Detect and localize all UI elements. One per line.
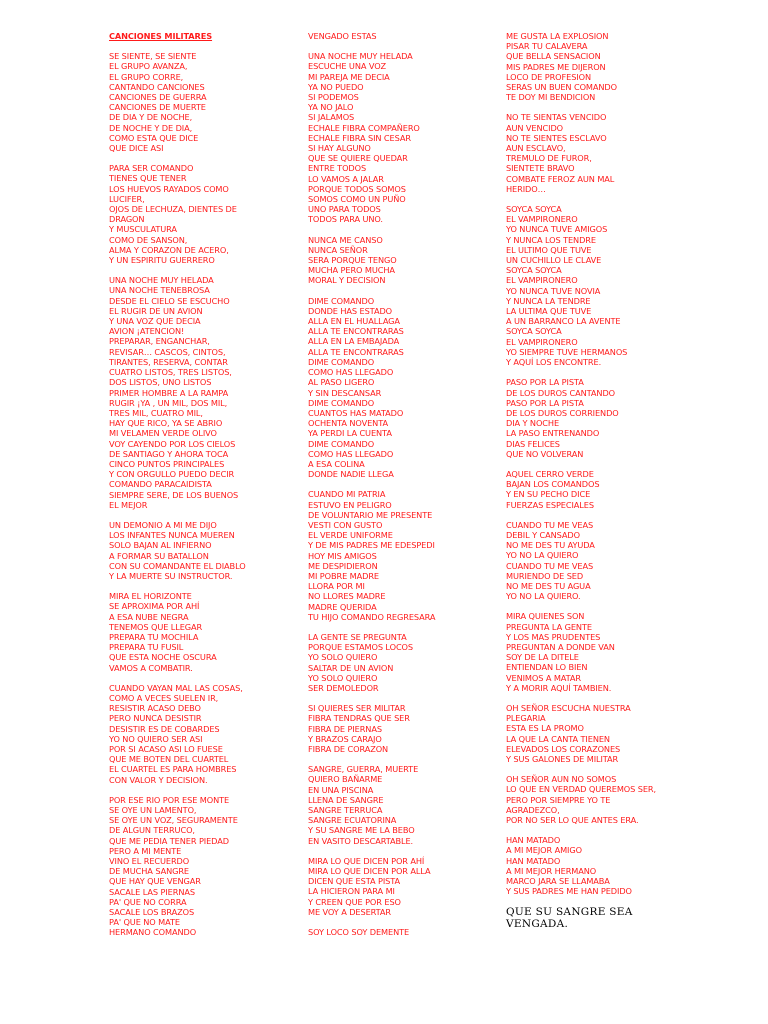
lyric-line: TIRANTES, RESERVA, CONTAR	[109, 356, 228, 367]
stanza	[506, 112, 726, 194]
lyric-line: VAMOS A COMBATIR.	[109, 662, 193, 673]
stanza	[308, 703, 498, 754]
lyric-line: PREGUNTA LA GENTE	[506, 621, 592, 632]
column-1	[109, 31, 299, 948]
lyric-line: SOY LOCO SOY DEMENTE	[308, 927, 410, 938]
stanza	[109, 520, 299, 581]
lyric-line: RESISTIR ACASO DEBO	[109, 703, 201, 714]
lyric-line: LOCO DE PROFESION	[506, 71, 591, 82]
lyric-line: CUANDO TU ME VEAS	[506, 519, 594, 530]
lyric-line: Y CON ORGULLO PUEDO DECIR	[109, 469, 235, 480]
lyric-line: LA HICIERON PARA MI	[308, 886, 395, 897]
lyric-line: MORAL Y DECISION	[308, 275, 386, 286]
lyric-line: SI QUIERES SER MILITAR	[308, 703, 406, 714]
lyric-line: DE DIA Y DE NOCHE,	[109, 112, 193, 123]
lyric-line: YO NO LA QUIERO.	[506, 591, 581, 602]
lyric-line: SOYCA SOYCA	[506, 326, 562, 337]
lyric-line: A UN BARRANCO LA AVENTE	[506, 316, 621, 327]
lyric-line: NO LLORES MADRE	[308, 591, 386, 602]
lyric-line: CUANDO MI PATRIA	[308, 489, 386, 500]
lyric-line: ALLA TE ENCONTRARAS	[308, 346, 404, 357]
lyric-line: EL VAMPIRONERO	[506, 214, 578, 225]
lyric-line: POR NO SER LO QUE ANTES ERA.	[506, 815, 639, 826]
closing-text	[506, 906, 726, 930]
lyric-line: FUERZAS ESPECIALES	[506, 499, 594, 510]
lyric-line: Y SIN DESCANSAR	[308, 387, 382, 398]
lyric-line: PERO NUNCA DESISTIR	[109, 713, 202, 724]
lyric-line: AL PASO LIGERO	[308, 377, 375, 388]
stanza	[506, 377, 726, 459]
lyric-line: DESISTIR ES DE COBARDES	[109, 723, 220, 734]
stanza	[109, 795, 299, 938]
stanza	[308, 489, 498, 622]
lyric-line: BAJAN LOS COMANDOS	[506, 479, 600, 490]
lyric-line: DE VOLUNTARIO ME PRESENTE	[308, 509, 433, 520]
lyric-line: MARCO JARA SE LLAMABA	[506, 876, 610, 887]
lyric-line: ENTRE TODOS	[308, 163, 367, 174]
lyric-line: VENIMOS A MATAR	[506, 672, 582, 683]
lyric-line: Y NUNCA LA TENDRE	[506, 295, 591, 306]
lyric-line: MIRA LO QUE DICEN POR AHÍ	[308, 855, 425, 866]
lyric-line: CANTANDO CANCIONES	[109, 81, 205, 92]
stanza	[506, 469, 726, 510]
lyric-line: Y EN SU PECHO DICE	[506, 489, 591, 500]
lyric-line: HAY QUE RICO, YA SE ABRIO	[109, 418, 223, 429]
lyric-line: PARA SER COMANDO	[109, 163, 194, 174]
lyric-line: AUN ESCLAVO,	[506, 143, 566, 154]
lyric-line: Y SUS GALONES DE MILITAR	[506, 754, 619, 764]
lyric-line: QUE BELLA SENSACION	[506, 51, 601, 62]
lyric-line: ALLA TE ENCONTRARAS	[308, 326, 404, 337]
lyric-line: QUE SE QUIERE QUEDAR	[308, 153, 408, 164]
lyric-line: EN UNA PISCINA	[308, 784, 374, 795]
lyric-line: PERO POR SIEMPRE YO TE	[506, 794, 611, 805]
lyric-line: AVION ¡ATENCION!	[109, 326, 185, 337]
lyric-line: MIRA EL HORIZONTE	[109, 591, 192, 602]
lyric-line: ESCUCHE UNA VOZ	[308, 61, 387, 72]
lyric-line: YO SOLO QUIERO	[308, 652, 378, 663]
lyric-line: MIS PADRES ME DIJERON	[506, 61, 606, 72]
lyric-line: FIBRA DE PIERNAS	[308, 723, 382, 734]
lyric-line: PORQUE TODOS SOMOS	[308, 183, 406, 194]
lyric-line: QUE ESTA NOCHE OSCURA	[109, 652, 217, 663]
lyric-line: UNA NOCHE MUY HELADA	[308, 51, 413, 62]
lyric-line: SOLO BAJAN AL INFIERNO	[109, 540, 212, 551]
lyric-line: AUN VENCIDO	[506, 122, 564, 133]
lyric-line: LA ULTIMA QUE TUVE	[506, 306, 592, 317]
lyric-line: UNO PARA TODOS	[308, 204, 381, 215]
lyric-line: PASO POR LA PISTA	[506, 397, 584, 408]
lyric-line: AGRADEZCO,	[506, 804, 560, 815]
lyric-line: OCHENTA NOVENTA	[308, 418, 388, 429]
lyric-line: ME VOY A DESERTAR	[308, 906, 391, 917]
lyric-line: Y A MORIR AQUÍ TAMBIEN.	[506, 682, 612, 693]
lyric-line: SI HAY ALGUNO	[308, 143, 371, 154]
lyric-line: YO SOLO QUIERO	[308, 672, 378, 683]
lyric-line: COMO HAS LLEGADO	[308, 367, 394, 378]
lyric-line: MI PAREJA ME DECIA	[308, 71, 390, 82]
lyric-line: MUCHA PERO MUCHA	[308, 265, 395, 276]
lyric-line: LO QUE EN VERDAD QUEREMOS SER,	[506, 784, 657, 795]
lyric-line: HERMANO COMANDO	[109, 927, 197, 938]
lyric-line: NUNCA SEÑOR	[308, 244, 368, 255]
stanza	[308, 764, 498, 846]
lyric-line: LLENA DE SANGRE	[308, 794, 384, 805]
lyric-line: PA' QUE NO MATE	[109, 917, 180, 928]
lyric-line: SI JALAMOS	[308, 112, 355, 123]
lyric-line: SOY DE LA DITELE	[506, 652, 579, 663]
lyric-line: MIRA LO QUE DICEN POR ALLA	[308, 866, 431, 877]
lyric-line: DEBIL Y CANSADO	[506, 529, 580, 540]
lyric-line: SANGRE TERRUCA	[308, 805, 383, 816]
lyric-line: COMO A VECES SUELEN IR,	[109, 692, 219, 703]
lyric-line: PERO A MI MENTE	[109, 845, 182, 856]
lyric-line: QUE HAY QUE VENGAR	[109, 876, 201, 887]
lyric-line: PREGUNTAN A DONDE VAN	[506, 641, 615, 652]
lyric-line: TREMULO DE FUROR,	[506, 153, 592, 164]
lyric-line: DIME COMANDO	[308, 438, 375, 449]
stanza	[506, 774, 726, 825]
lyric-line: Y LA MUERTE SU INSTRUCTOR.	[109, 570, 233, 581]
stanza	[308, 235, 498, 286]
lyric-line: DIME COMANDO	[308, 397, 375, 408]
lyric-line: TU HIJO COMANDO REGRESARA	[308, 611, 436, 622]
lyric-line: VOY CAYENDO POR LOS CIELOS	[109, 438, 236, 449]
lyric-line: TODOS PARA UNO.	[308, 214, 383, 225]
lyric-line: SE OYE UN LAMENTO,	[109, 805, 197, 816]
lyric-line: SIEMPRE SERE, DE LOS BUENOS	[109, 489, 239, 500]
lyric-line: CINCO PUNTOS PRINCIPALES	[109, 458, 225, 469]
lyric-line: QUE NO VOLVERAN	[506, 448, 584, 459]
lyric-line: ALLA EN LA EMBAJADA	[308, 336, 400, 347]
lyric-line: Y MUSCULATURA	[109, 224, 177, 235]
lyric-line: ENTIENDAN LO BIEN	[506, 662, 588, 673]
lyric-line: ECHALE FIBRA SIN CESAR	[308, 132, 411, 143]
lyric-line: ESTUVO EN PELIGRO	[308, 499, 392, 510]
lyric-line: VESTI CON GUSTO	[308, 519, 383, 530]
lyric-line: UNA NOCHE TENEBROSA	[109, 285, 210, 296]
lyric-line: NO TE SIENTAS VENCIDO	[506, 112, 607, 123]
lyric-line: YO NO LA QUIERO	[506, 550, 579, 561]
lyric-line: LOS INFANTES NUNCA MUEREN	[109, 530, 235, 541]
lyric-line: VENGADO ESTAS	[308, 31, 377, 41]
lyric-line: PREPARA TU FUSIL	[109, 642, 184, 653]
stanza	[109, 51, 299, 153]
lyric-line: OJOS DE LECHUZA, DIENTES DE	[109, 204, 237, 215]
lyric-line: CUANDO TU ME VEAS	[506, 560, 594, 571]
lyric-line: TE DOY MI BENDICION	[506, 92, 596, 103]
lyric-line: ALLA EN EL HUALLAGA	[308, 316, 400, 327]
lyric-line: LUCIFER,	[109, 193, 145, 204]
lyric-line: TENEMOS QUE LLEGAR	[109, 621, 203, 632]
lyric-line: Y SU SANGRE ME LA BEBO	[308, 825, 415, 836]
lyric-line: YO NUNCA TUVE NOVIA	[506, 285, 601, 296]
lyric-line: MURIENDO DE SED	[506, 570, 584, 581]
stanza	[506, 703, 726, 764]
lyric-line: QUE ME PEDIA TENER PIEDAD	[109, 835, 229, 846]
lyric-line: PA' QUE NO CORRA	[109, 896, 187, 907]
lyric-line: REVISAR… CASCOS, CINTOS,	[109, 346, 226, 357]
lyric-line: PREPARA TU MOCHILA	[109, 631, 199, 642]
lyric-line: Y NUNCA LOS TENDRE	[506, 234, 596, 245]
lyric-line: NO TE SIENTES ESCLAVO	[506, 132, 607, 143]
lyric-line: Y BRAZOS CARAJO	[308, 733, 382, 744]
stanza	[506, 204, 726, 367]
lyric-line: SI PODEMOS	[308, 92, 359, 103]
lyric-line: LA GENTE SE PREGUNTA	[308, 631, 407, 642]
lyric-line: ESTA ES LA PROMO	[506, 723, 584, 734]
lyric-line: SALTAR DE UN AVION	[308, 662, 394, 673]
lyric-line: Y AQUÍ LOS ENCONTRE.	[506, 357, 602, 368]
lyric-line: A MI MEJOR HERMANO	[506, 865, 597, 876]
lyric-line: PREPARAR, ENGANCHAR,	[109, 336, 210, 347]
lyric-line: FIBRA DE CORAZON	[308, 744, 389, 754]
lyric-line: QUE DICE ASI	[109, 143, 164, 154]
stanza	[308, 856, 498, 917]
lyric-line: ECHALE FIBRA COMPAÑERO	[308, 122, 420, 133]
lyric-line: POR SI ACASO ASI LO FUESE	[109, 744, 223, 754]
lyric-line: A FORMAR SU BATALLON	[109, 550, 209, 561]
lyric-line: AQUEL CERRO VERDE	[506, 468, 594, 479]
document-title: CANCIONES MILITARES	[109, 31, 213, 41]
lyric-line: A MI MEJOR AMIGO	[506, 845, 582, 856]
lyric-line: PRIMER HOMBRE A LA RAMPA	[109, 387, 229, 398]
column-3	[506, 31, 726, 930]
lyric-line: SANGRE, GUERRA, MUERTE	[308, 764, 419, 775]
lyric-line: PLEGARIA	[506, 713, 546, 724]
lyric-line: DE NOCHE Y DE DIA,	[109, 122, 193, 133]
lyric-line: YA NO JALO	[308, 102, 354, 113]
lyric-line: YA PERDI LA CUENTA	[308, 428, 392, 439]
lyric-line: HAN MATADO	[506, 855, 561, 866]
closing-line: VENGADA.	[506, 918, 569, 931]
lyric-line: OH SEÑOR ESCUCHA NUESTRA	[506, 702, 631, 713]
lyric-line: SANGRE ECUATORINA	[308, 815, 397, 826]
lyric-line: EL VAMPIRONERO	[506, 275, 578, 286]
lyric-line: Y UN ESPIRITU GUERRERO	[109, 255, 215, 266]
lyric-line: DONDE HAS ESTADO	[308, 305, 392, 316]
lyric-line: DIME COMANDO	[308, 295, 375, 306]
lyric-line: UN CUCHILLO LE CLAVE	[506, 255, 602, 266]
stanza	[506, 31, 726, 102]
lyric-line: LOS HUEVOS RAYADOS COMO	[109, 183, 229, 194]
lyric-line: Y UNA VOZ QUE DECIA	[109, 316, 201, 327]
stanza	[308, 632, 498, 693]
lyric-line: EL MEJOR	[109, 499, 148, 510]
stanza	[109, 275, 299, 510]
lyric-line: COMO HAS LLEGADO	[308, 448, 394, 459]
lyric-line: CANCIONES DE MUERTE	[109, 102, 206, 113]
lyric-line: UNA NOCHE MUY HELADA	[109, 275, 214, 286]
lyric-line: YO NUNCA TUVE AMIGOS	[506, 224, 608, 235]
lyric-line: SIENTETE BRAVO	[506, 163, 575, 174]
lyric-line: PISAR TU CALAVERA	[506, 41, 588, 52]
lyric-line: TIENES QUE TENER	[109, 173, 187, 184]
lyric-line: DOS LISTOS, UNO LISTOS	[109, 377, 212, 388]
lyric-line: CUANDO VAYAN MAL LAS COSAS,	[109, 682, 243, 693]
lyric-line: EL CUARTEL ES PARA HOMBRES	[109, 764, 237, 775]
lyric-line: ALMA Y CORAZON DE ACERO,	[109, 244, 229, 255]
lyric-line: NO ME DES TU AGUA	[506, 580, 591, 591]
lyric-line: CANCIONES DE GUERRA	[109, 92, 207, 103]
lyric-line: NO ME DES TU AYUDA	[506, 540, 595, 551]
lyric-line: A ESA NUBE NEGRA	[109, 611, 189, 622]
column-3-stanzas	[506, 31, 726, 896]
closing-line: QUE SU SANGRE SEA	[506, 906, 633, 919]
stanza	[308, 296, 498, 480]
lyric-line: CUATRO LISTOS, TRES LISTOS,	[109, 367, 232, 378]
column-2	[308, 31, 498, 947]
lyric-line: DONDE NADIE LLEGA	[308, 469, 394, 480]
stanza	[308, 927, 498, 937]
stanza	[109, 591, 299, 673]
lyric-line: DICEN QUE ESTA PISTA	[308, 876, 401, 887]
lyric-line: DIAS FELICES	[506, 438, 560, 449]
stanza	[308, 31, 498, 41]
lyric-line: SERA PORQUE TENGO	[308, 255, 397, 266]
lyric-line: MI POBRE MADRE	[308, 570, 379, 581]
lyric-line: FIBRA TENDRAS QUE SER	[308, 713, 410, 724]
stanza	[308, 51, 498, 224]
lyric-line: EL RUGIR DE UN AVION	[109, 305, 203, 316]
lyric-line: DRAGON	[109, 214, 145, 225]
lyric-line: PORQUE ESTAMOS LOCOS	[308, 642, 413, 653]
stanza	[109, 163, 299, 265]
lyric-line: COMO ESTA QUE DICE	[109, 132, 199, 143]
lyric-line: Y CREEN QUE POR ESO	[308, 896, 401, 907]
lyric-line: SOMOS COMO UN PUÑO	[308, 194, 406, 205]
lyric-line: PASO POR LA PISTA	[506, 377, 584, 388]
lyric-line: DIA Y NOCHE	[506, 418, 560, 429]
lyric-line: OH SEÑOR AUN NO SOMOS	[506, 774, 617, 785]
lyric-line: MADRE QUERIDA	[308, 601, 377, 612]
lyric-line: EL GRUPO AVANZA,	[109, 61, 188, 72]
lyric-line: CON SU COMANDANTE EL DIABLO	[109, 560, 246, 571]
lyric-line: Y LOS MAS PRUDENTES	[506, 631, 601, 642]
lyric-line: UN DEMONIO A MI ME DIJO	[109, 519, 217, 530]
lyric-line: DE SANTIAGO Y AHORA TOCA	[109, 448, 229, 459]
lyric-line: SACALE LOS BRAZOS	[109, 907, 195, 918]
lyric-line: HOY MIS AMIGOS	[308, 550, 377, 561]
stanza	[109, 683, 299, 785]
lyric-line: SERAS UN BUEN COMANDO	[506, 82, 617, 93]
lyric-line: HERIDO…	[506, 183, 546, 194]
lyric-line: QUE ME BOTEN DEL CUARTEL	[109, 754, 229, 765]
lyric-line: QUIERO BAÑARME	[308, 774, 383, 785]
lyric-line: SOYCA SOYCA	[506, 265, 562, 276]
lyric-line: EL ULTIMO QUE TUVE	[506, 244, 592, 255]
lyric-line: Y SUS PADRES ME HAN PEDIDO	[506, 886, 632, 897]
lyric-line: DE MUCHA SANGRE	[109, 866, 189, 877]
lyric-line: A ESA COLINA	[308, 458, 365, 469]
lyric-line: TRES MIL, CUATRO MIL,	[109, 407, 203, 418]
lyric-line: SER DEMOLEDOR	[308, 682, 379, 693]
lyric-line: MI VELAMEN VERDE OLIVO	[109, 428, 217, 439]
lyric-line: CON VALOR Y DECISION.	[109, 774, 208, 785]
lyric-line: ELEVADOS LOS CORAZONES	[506, 743, 621, 754]
lyric-line: EL VERDE UNIFORME	[308, 530, 393, 541]
lyric-line: YO SIEMPRE TUVE HERMANOS	[506, 346, 628, 357]
lyric-line: Y DE MIS PADRES ME EDESPEDI	[308, 540, 435, 551]
lyric-line: NUNCA ME CANSO	[308, 234, 383, 245]
lyric-line: LA QUE LA CANTA TIENEN	[506, 733, 610, 744]
lyric-line: CUANTOS HAS MATADO	[308, 407, 404, 418]
stanza	[506, 835, 726, 896]
lyric-line: ME GUSTA LA EXPLOSION	[506, 31, 609, 41]
stanza	[506, 520, 726, 602]
lyric-line: EL VAMPIRONERO	[506, 336, 578, 347]
lyric-line: DIME COMANDO	[308, 356, 375, 367]
lyric-line: DESDE EL CIELO SE ESCUCHO	[109, 295, 230, 306]
lyric-line: RUGIR ¡YA , UN MIL, DOS MIL,	[109, 397, 228, 408]
lyric-line: HAN MATADO	[506, 835, 561, 846]
lyric-line: SACALE LAS PIERNAS	[109, 886, 195, 897]
lyric-line: YO NO QUIERO SER ASI	[109, 733, 203, 744]
lyric-line: YA NO PUEDO	[308, 81, 364, 92]
lyric-line: SOYCA SOYCA	[506, 204, 562, 215]
lyric-line: COMANDO PARACAIDISTA	[109, 479, 212, 490]
column-1-stanzas	[109, 51, 299, 937]
lyric-line: SE APROXIMA POR AHÍ	[109, 601, 200, 612]
lyric-line: POR ESE RIO POR ESE MONTE	[109, 794, 230, 805]
lyric-line: SE OYE UN VOZ, SEGURAMENTE	[109, 815, 238, 826]
lyric-line: DE LOS DUROS CANTANDO	[506, 387, 616, 398]
lyric-line: MIRA QUIENES SON	[506, 611, 585, 622]
lyric-line: DE ALGUN TERRUCO,	[109, 825, 195, 836]
lyric-line: LA PASO ENTRENANDO	[506, 428, 600, 439]
lyric-line: COMBATE FEROZ AUN MAL	[506, 173, 615, 184]
lyric-line: LO VAMOS A JALAR	[308, 173, 384, 184]
lyric-line: VINO EL RECUERDO	[109, 856, 190, 867]
lyric-line: ME DESPIDIERON	[308, 560, 378, 571]
stanza	[506, 611, 726, 693]
lyric-line: EL GRUPO CORRE,	[109, 71, 184, 82]
lyric-line: DE LOS DUROS CORRIENDO	[506, 407, 619, 418]
lyric-line: LLORA POR MI	[308, 581, 365, 592]
lyric-line: EN VASITO DESCARTABLE.	[308, 835, 414, 846]
lyric-line: SE SIENTE, SE SIENTE	[109, 51, 197, 62]
lyric-line: COMO DE SANSON,	[109, 234, 188, 245]
